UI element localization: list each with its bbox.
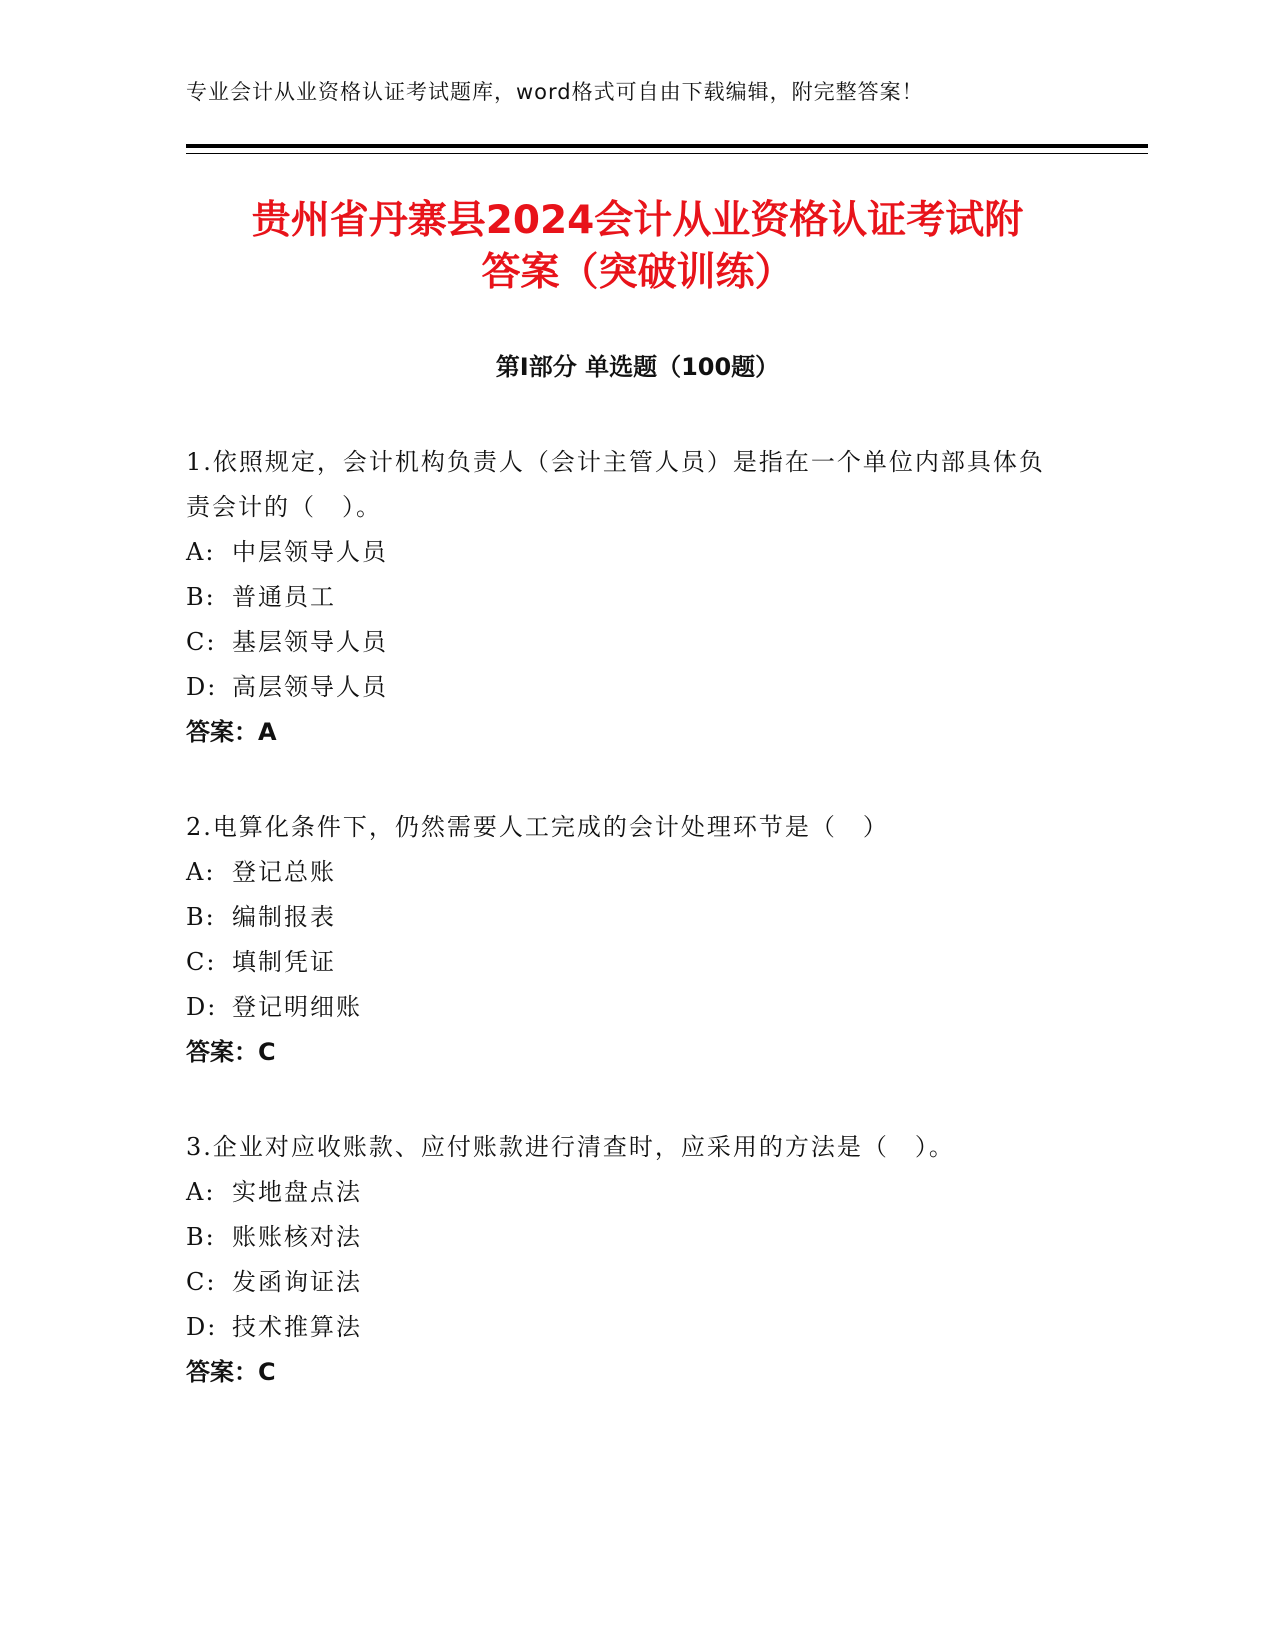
- question-answer: 答案：A: [186, 718, 277, 746]
- question-list: [186, 440, 1066, 1445]
- document-title-line2: 答案（突破训练）: [481, 250, 794, 295]
- header-rule-thick: [186, 144, 1148, 148]
- option-text: 技术推算法: [232, 1313, 362, 1341]
- option-text: 发函询证法: [232, 1268, 362, 1296]
- option-text: 中层领导人员: [232, 538, 388, 566]
- question-option-d: [186, 665, 1066, 710]
- question-stem: 3.企业对应收账款、应付账款进行清查时，应采用的方法是（ ）。: [186, 1133, 955, 1161]
- option-text: 基层领导人员: [232, 628, 388, 656]
- option-letter: A:: [186, 858, 216, 886]
- option-text: 填制凭证: [232, 948, 336, 976]
- option-letter: C:: [186, 948, 217, 976]
- option-letter: B:: [186, 903, 216, 931]
- question-answer: 答案：C: [186, 1038, 276, 1066]
- question-option-b: [186, 895, 1066, 940]
- document-title: [150, 195, 1125, 299]
- question-stem: 2.电算化条件下，仍然需要人工完成的会计处理环节是（ ）: [186, 813, 889, 841]
- option-text: 实地盘点法: [232, 1178, 362, 1206]
- section-title: 第Ⅰ部分 单选题（100题）: [495, 353, 780, 381]
- question-option-a: [186, 1170, 1066, 1215]
- question-option-a: [186, 850, 1066, 895]
- option-letter: D:: [186, 993, 218, 1021]
- document-title-line1: 贵州省丹寨县2024会计从业资格认证考试附: [251, 198, 1024, 243]
- option-text: 账账核对法: [232, 1223, 362, 1251]
- option-letter: D:: [186, 673, 218, 701]
- header-note: 专业会计从业资格认证考试题库，word格式可自由下载编辑，附完整答案！: [186, 80, 924, 104]
- option-text: 登记明细账: [232, 993, 362, 1021]
- option-letter: D:: [186, 1313, 218, 1341]
- option-letter: A:: [186, 538, 216, 566]
- question-1: [186, 440, 1066, 755]
- option-text: 编制报表: [232, 903, 336, 931]
- question-option-a: [186, 530, 1066, 575]
- option-text: 高层领导人员: [232, 673, 388, 701]
- question-3: [186, 1125, 1066, 1395]
- option-letter: B:: [186, 583, 216, 611]
- question-option-d: [186, 985, 1066, 1030]
- option-letter: B:: [186, 1223, 216, 1251]
- option-letter: A:: [186, 1178, 216, 1206]
- option-letter: C:: [186, 628, 217, 656]
- question-answer: 答案：C: [186, 1358, 276, 1386]
- header-rule-thin: [186, 153, 1148, 154]
- question-stem: 1.依照规定，会计机构负责人（会计主管人员）是指在一个单位内部具体负责会计的（ ）。: [186, 448, 1045, 521]
- option-text: 普通员工: [232, 583, 336, 611]
- question-option-b: [186, 1215, 1066, 1260]
- question-option-d: [186, 1305, 1066, 1350]
- option-letter: C:: [186, 1268, 217, 1296]
- question-option-c: [186, 940, 1066, 985]
- question-2: [186, 805, 1066, 1075]
- question-option-c: [186, 1260, 1066, 1305]
- question-option-b: [186, 575, 1066, 620]
- question-option-c: [186, 620, 1066, 665]
- option-text: 登记总账: [232, 858, 336, 886]
